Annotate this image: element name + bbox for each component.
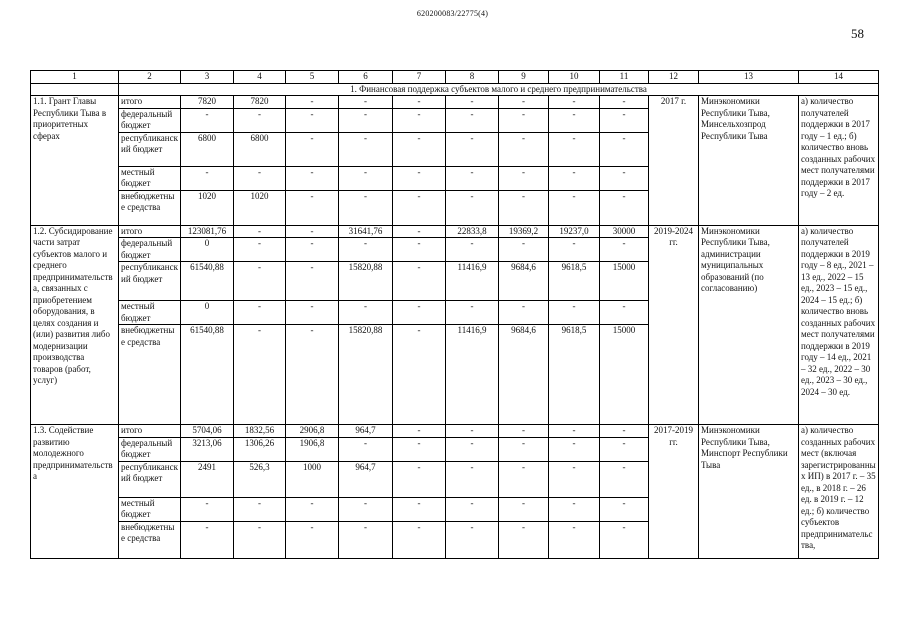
amount-cell: - (499, 497, 549, 521)
header-cell: 5 (286, 71, 339, 84)
amount-cell: - (339, 238, 393, 262)
amount-cell: - (600, 96, 649, 109)
period-cell: 2019-2024 гг. (649, 225, 699, 425)
header-cell: 3 (181, 71, 234, 84)
amount-cell: - (549, 437, 600, 461)
amount-cell: - (234, 166, 286, 190)
amount-cell: - (339, 132, 393, 166)
amount-cell: - (446, 108, 499, 132)
amount-cell: - (339, 190, 393, 225)
amount-cell: 964,7 (339, 461, 393, 497)
amount-cell: - (286, 96, 339, 109)
amount-cell: - (234, 301, 286, 325)
funding-source: местный бюджет (119, 301, 181, 325)
amount-cell: 1020 (234, 190, 286, 225)
amount-cell: - (393, 301, 446, 325)
amount-cell: - (600, 461, 649, 497)
funding-source: республиканский бюджет (119, 461, 181, 497)
amount-cell: - (339, 96, 393, 109)
funding-source: местный бюджет (119, 166, 181, 190)
amount-cell: - (181, 497, 234, 521)
amount-cell: 22833,8 (446, 225, 499, 238)
amount-cell: - (393, 497, 446, 521)
table-row (31, 425, 879, 438)
amount-cell: - (339, 301, 393, 325)
amount-cell: - (286, 238, 339, 262)
amount-cell: - (600, 108, 649, 132)
amount-cell: - (393, 521, 446, 558)
amount-cell: 19369,2 (499, 225, 549, 238)
amount-cell: - (446, 497, 499, 521)
amount-cell: 7820 (234, 96, 286, 109)
header-cell: 13 (699, 71, 799, 84)
amount-cell: - (234, 108, 286, 132)
amount-cell: - (393, 132, 446, 166)
amount-cell: 15000 (600, 262, 649, 301)
amount-cell: - (286, 108, 339, 132)
header-cell: 12 (649, 71, 699, 84)
amount-cell: 7820 (181, 96, 234, 109)
amount-cell: - (600, 437, 649, 461)
amount-cell: 1000 (286, 461, 339, 497)
amount-cell: 9684,6 (499, 325, 549, 425)
amount-cell: - (393, 166, 446, 190)
amount-cell: - (339, 497, 393, 521)
executor-cell: Минэкономики Республики Тыва, Минсельхозпрод Республики Тыва (699, 96, 799, 226)
amount-cell: - (286, 521, 339, 558)
header-cell: 7 (393, 71, 446, 84)
amount-cell: - (600, 132, 649, 166)
period-cell: 2017-2019 гг. (649, 425, 699, 559)
amount-cell: - (549, 497, 600, 521)
amount-cell: - (549, 166, 600, 190)
amount-cell: - (446, 132, 499, 166)
header-cell: 2 (119, 71, 181, 84)
funding-source: федеральный бюджет (119, 437, 181, 461)
funding-source: федеральный бюджет (119, 108, 181, 132)
header-cell: 4 (234, 71, 286, 84)
amount-cell: - (446, 238, 499, 262)
amount-cell: - (286, 225, 339, 238)
header-cell: 6 (339, 71, 393, 84)
section-title: 1. Финансовая поддержка субъектов малого и среднего предпринимательства (119, 84, 879, 96)
executor-cell: Минэкономики Республики Тыва, администрации муниципальных образований (по согласованию) (699, 225, 799, 425)
amount-cell: - (181, 166, 234, 190)
amount-cell: - (600, 497, 649, 521)
financing-table (30, 70, 879, 559)
amount-cell: 15820,88 (339, 262, 393, 301)
amount-cell: 1306,26 (234, 437, 286, 461)
amount-cell: - (446, 437, 499, 461)
amount-cell: - (600, 166, 649, 190)
amount-cell: - (446, 301, 499, 325)
executor-cell: Минэкономики Республики Тыва, Минспорт Республики Тыва (699, 425, 799, 559)
amount-cell: - (549, 96, 600, 109)
header-cell: 14 (799, 71, 879, 84)
funding-source: республиканский бюджет (119, 132, 181, 166)
amount-cell: - (286, 497, 339, 521)
funding-source: итого (119, 225, 181, 238)
amount-cell: - (446, 96, 499, 109)
indicator-cell: а) количество получателей поддержки в 2019 году – 8 ед., 2021 – 13 ед., 2022 – 15 ед., 2023 – 15 ед., 2024 – 15 ед.; б) количество вновь созданных рабочих мест получателями поддержки в 2019 году – 14 ед., 2021 – 32 ед., 2022 – 30 ед., 2023 – 30 ед., 2024 – 30 ед. (799, 225, 879, 425)
amount-cell: - (393, 238, 446, 262)
amount-cell: - (393, 96, 446, 109)
amount-cell: 15000 (600, 325, 649, 425)
indicator-cell: а) количество получателей поддержки в 2017 году – 1 ед.; б) количество вновь созданных рабочих мест получателями поддержки в 2017 году – 2 ед. (799, 96, 879, 226)
amount-cell: - (393, 225, 446, 238)
amount-cell: - (499, 301, 549, 325)
measure-name: 1.2. Субсидирование части затрат субъектов малого и среднего предпринимательства, связанных с приобретением оборудования, в целях создания и (или) развития либо модернизации производства товаров (работ, услуг) (31, 225, 119, 425)
amount-cell: - (549, 521, 600, 558)
amount-cell: - (600, 301, 649, 325)
funding-source: республиканский бюджет (119, 262, 181, 301)
amount-cell: - (446, 521, 499, 558)
table-row (31, 96, 879, 109)
amount-cell: 0 (181, 301, 234, 325)
funding-source: внебюджетные средства (119, 521, 181, 558)
amount-cell: 15820,88 (339, 325, 393, 425)
amount-cell: - (339, 437, 393, 461)
amount-cell: 61540,88 (181, 262, 234, 301)
table-row (31, 225, 879, 238)
amount-cell: - (600, 238, 649, 262)
amount-cell: 30000 (600, 225, 649, 238)
amount-cell: 6800 (234, 132, 286, 166)
funding-source: итого (119, 425, 181, 438)
amount-cell: 11416,9 (446, 262, 499, 301)
amount-cell: 1020 (181, 190, 234, 225)
amount-cell: 123081,76 (181, 225, 234, 238)
amount-cell: 0 (181, 238, 234, 262)
amount-cell: - (446, 190, 499, 225)
amount-cell: 1906,8 (286, 437, 339, 461)
measure-name: 1.1. Грант Главы Республики Тыва в приоритетных сферах (31, 96, 119, 226)
amount-cell: 19237,0 (549, 225, 600, 238)
amount-cell: 2491 (181, 461, 234, 497)
amount-cell: - (499, 425, 549, 438)
amount-cell: - (549, 132, 600, 166)
amount-cell: 9618,5 (549, 325, 600, 425)
amount-cell: - (600, 521, 649, 558)
amount-cell: - (286, 132, 339, 166)
amount-cell: - (234, 238, 286, 262)
amount-cell: - (499, 132, 549, 166)
amount-cell: - (234, 497, 286, 521)
header-cell: 8 (446, 71, 499, 84)
header-row (31, 71, 879, 84)
amount-cell: 2906,8 (286, 425, 339, 438)
amount-cell: - (234, 225, 286, 238)
amount-cell: 9618,5 (549, 262, 600, 301)
amount-cell: - (286, 166, 339, 190)
amount-cell: - (181, 521, 234, 558)
amount-cell: 3213,06 (181, 437, 234, 461)
amount-cell: 61540,88 (181, 325, 234, 425)
document-id: 620200083/22775(4) (416, 9, 489, 18)
amount-cell: - (549, 238, 600, 262)
period-cell: 2017 г. (649, 96, 699, 226)
amount-cell: - (549, 190, 600, 225)
amount-cell: - (234, 325, 286, 425)
amount-cell: - (393, 425, 446, 438)
amount-cell: - (499, 96, 549, 109)
amount-cell: 6800 (181, 132, 234, 166)
amount-cell: - (499, 461, 549, 497)
amount-cell: - (499, 166, 549, 190)
amount-cell: - (234, 521, 286, 558)
amount-cell: 9684,6 (499, 262, 549, 301)
indicator-cell: а) количество созданных рабочих мест (включая зарегистрированных ИП) в 2017 г. – 35 ед., в 2018 г. – 26 ед. в 2019 г. – 12 ед.; б) количество субъектов предпринимательства, (799, 425, 879, 559)
amount-cell: - (393, 262, 446, 301)
amount-cell: 11416,9 (446, 325, 499, 425)
amount-cell: - (234, 262, 286, 301)
amount-cell: - (393, 190, 446, 225)
amount-cell: 5704,06 (181, 425, 234, 438)
amount-cell: - (286, 190, 339, 225)
amount-cell: - (499, 108, 549, 132)
amount-cell: - (549, 425, 600, 438)
amount-cell: - (549, 108, 600, 132)
funding-source: внебюджетные средства (119, 325, 181, 425)
amount-cell: 526,3 (234, 461, 286, 497)
funding-source: итого (119, 96, 181, 109)
funding-source: местный бюджет (119, 497, 181, 521)
amount-cell: - (286, 325, 339, 425)
header-cell: 9 (499, 71, 549, 84)
amount-cell: 31641,76 (339, 225, 393, 238)
header-cell: 10 (549, 71, 600, 84)
amount-cell: - (339, 108, 393, 132)
amount-cell: 964,7 (339, 425, 393, 438)
amount-cell: - (499, 238, 549, 262)
amount-cell: - (446, 166, 499, 190)
amount-cell: - (446, 425, 499, 438)
amount-cell: - (549, 461, 600, 497)
funding-source: федеральный бюджет (119, 238, 181, 262)
amount-cell: - (499, 437, 549, 461)
amount-cell: - (600, 425, 649, 438)
amount-cell: - (286, 262, 339, 301)
measure-name: 1.3. Содействие развитию молодежного предпринимательства (31, 425, 119, 559)
header-cell: 11 (600, 71, 649, 84)
amount-cell: - (393, 437, 446, 461)
amount-cell: - (549, 301, 600, 325)
amount-cell: - (393, 325, 446, 425)
funding-source: внебюджетные средства (119, 190, 181, 225)
amount-cell: - (393, 461, 446, 497)
amount-cell: - (600, 190, 649, 225)
page-number: 58 (851, 26, 864, 41)
amount-cell: - (446, 461, 499, 497)
header-cell: 1 (31, 71, 119, 84)
section-row (31, 84, 879, 96)
amount-cell: - (339, 166, 393, 190)
amount-cell: - (499, 521, 549, 558)
amount-cell: 1832,56 (234, 425, 286, 438)
amount-cell: - (393, 108, 446, 132)
amount-cell: - (286, 301, 339, 325)
amount-cell: - (181, 108, 234, 132)
amount-cell: - (339, 521, 393, 558)
amount-cell: - (499, 190, 549, 225)
